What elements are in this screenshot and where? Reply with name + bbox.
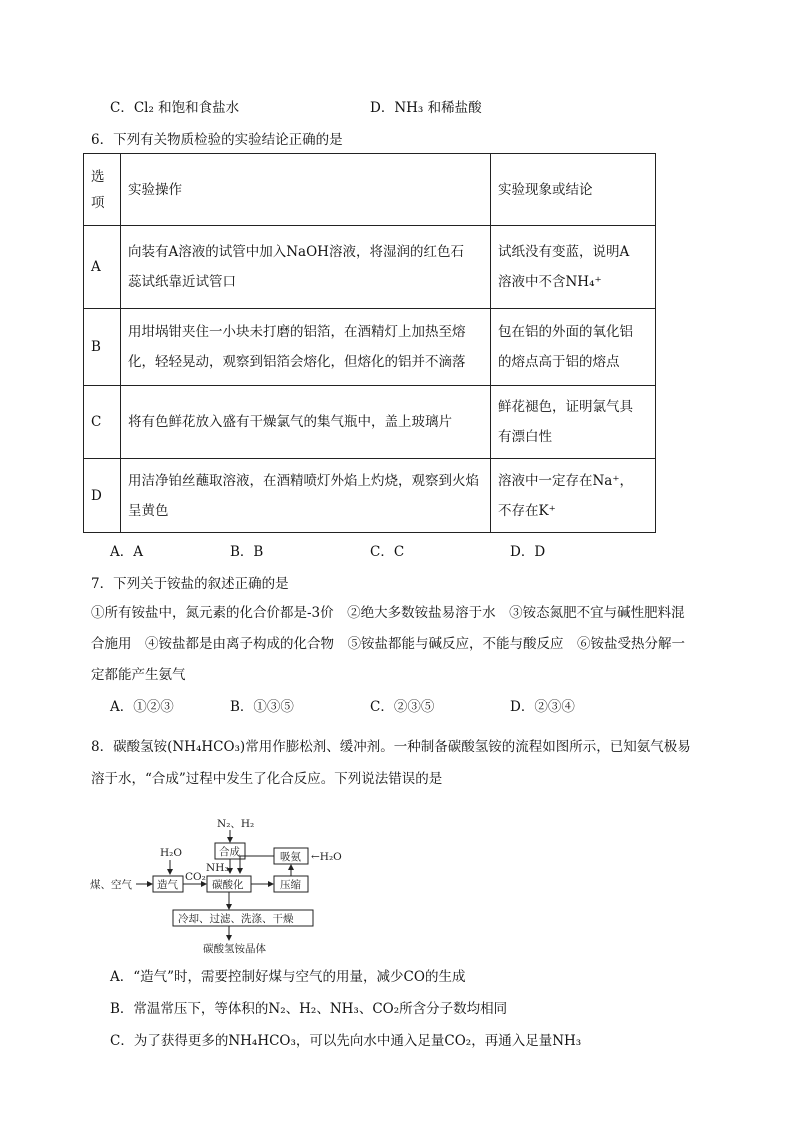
res-line: 溶液中不含NH₄⁺ bbox=[498, 274, 602, 290]
res-line: 有漂白性 bbox=[498, 429, 552, 445]
op-line: 将有色鲜花放入盛有干燥氯气的集气瓶中，盖上玻璃片 bbox=[128, 414, 452, 430]
q6-experiment-table bbox=[83, 153, 656, 533]
table-row bbox=[84, 309, 656, 386]
q7-body-line: ①所有铵盐中，氮元素的化合价都是-3价 ②绝大多数铵盐易溶于水 ③铵态氮肥不宜与碱性肥料混 bbox=[91, 605, 685, 621]
label-co2: CO₂ bbox=[185, 871, 206, 883]
op-line: 蕊试纸靠近试管口 bbox=[128, 274, 236, 290]
row-label: D bbox=[84, 459, 121, 533]
table-row bbox=[84, 386, 656, 459]
header-operation: 实验操作 bbox=[121, 154, 491, 226]
row-operation bbox=[121, 226, 491, 309]
q7-option-a: A．①②③ bbox=[110, 699, 174, 715]
op-line: 用坩埚钳夹住一小块未打磨的铝箔，在酒精灯上加热至熔 bbox=[128, 324, 466, 340]
q7-option-d: D．②③④ bbox=[510, 699, 575, 715]
label-gas-making: 造气 bbox=[157, 879, 178, 891]
res-line: 溶液中一定存在Na⁺， bbox=[498, 472, 633, 489]
header-result: 实验现象或结论 bbox=[491, 154, 656, 226]
op-line: 向装有A溶液的试管中加入NaOH溶液，将湿润的红色石 bbox=[128, 244, 464, 260]
q8-stem-line: 8．碳酸氢铵(NH₄HCO₃)常用作膨松剂、缓冲剂。一种制备碳酸氢铵的流程如图所示，已知氨气极易 bbox=[91, 739, 691, 755]
q7-stem: 7．下列关于铵盐的叙述正确的是 bbox=[91, 576, 289, 592]
label-h2o-top: H₂O bbox=[160, 847, 182, 859]
row-result bbox=[491, 309, 656, 386]
label-carbonation: 碳酸化 bbox=[212, 879, 244, 891]
row-result bbox=[491, 459, 656, 533]
q7-body-line: 合施用 ④铵盐都是由离子构成的化合物 ⑤铵盐都能与碱反应，不能与酸反应 ⑥铵盐受热分解一 bbox=[91, 636, 685, 652]
q6-option-c: C．C bbox=[370, 544, 405, 560]
op-line: 呈黄色 bbox=[128, 502, 169, 519]
label-product: 碳酸氢铵晶体 bbox=[203, 943, 266, 955]
label-compression: 压缩 bbox=[280, 879, 301, 891]
label-ammonia-absorption: 吸氨 bbox=[280, 851, 301, 863]
row-result bbox=[491, 386, 656, 459]
op-line: 用洁净铂丝蘸取溶液，在酒精喷灯外焰上灼烧，观察到火焰 bbox=[128, 472, 479, 489]
row-label: B bbox=[84, 309, 121, 386]
res-line: 不存在K⁺ bbox=[498, 502, 556, 519]
q8-option-c: C．为了获得更多的NH₄HCO₃，可以先向水中通入足量CO₂，再通入足量NH₃ bbox=[110, 1033, 582, 1049]
q5-option-c: C．Cl₂ 和饱和食盐水 bbox=[110, 100, 240, 116]
q7-option-c: C．②③⑤ bbox=[370, 699, 435, 715]
table-row bbox=[84, 459, 656, 533]
label-synthesis: 合成 bbox=[219, 846, 240, 858]
header-option bbox=[84, 154, 121, 226]
row-operation bbox=[121, 309, 491, 386]
res-line: 鲜花褪色，证明氯气具 bbox=[498, 399, 633, 415]
q7-body-line: 定都能产生氨气 bbox=[91, 667, 186, 683]
q8-option-a: A．“造气”时，需要控制好煤与空气的用量，减少CO的生成 bbox=[110, 969, 466, 985]
label-coal-air: 煤、空气 bbox=[90, 879, 132, 891]
label-cool-filter-wash-dry: 冷却、过滤、洗涤、干燥 bbox=[178, 913, 294, 925]
res-line: 包在铝的外面的氧化铝 bbox=[498, 324, 633, 340]
q8-stem-line: 溶于水，“合成”过程中发生了化合反应。下列说法错误的是 bbox=[91, 771, 443, 787]
res-line: 试纸没有变蓝，说明A bbox=[498, 244, 630, 260]
q8-option-b: B．常温常压下，等体积的N₂、H₂、NH₃、CO₂所含分子数均相同 bbox=[110, 1001, 508, 1017]
q6-stem: 6．下列有关物质检验的实验结论正确的是 bbox=[91, 132, 343, 148]
row-label: A bbox=[84, 226, 121, 309]
header-option-text: 选项 bbox=[91, 168, 105, 211]
q6-option-d: D．D bbox=[510, 544, 546, 560]
row-operation bbox=[121, 459, 491, 533]
row-operation bbox=[121, 386, 491, 459]
table-header-row bbox=[84, 154, 656, 226]
row-label: C bbox=[84, 386, 121, 459]
label-nh3: NH₃ bbox=[206, 862, 229, 874]
q6-option-b: B．B bbox=[230, 544, 264, 560]
process-flow-diagram bbox=[90, 818, 360, 958]
q5-option-d: D．NH₃ 和稀盐酸 bbox=[370, 100, 482, 116]
table-row bbox=[84, 226, 656, 309]
row-result bbox=[491, 226, 656, 309]
q6-option-a: A．A bbox=[110, 544, 143, 560]
op-line: 化，轻轻晃动，观察到铝箔会熔化，但熔化的铝并不滴落 bbox=[128, 354, 466, 370]
q7-option-b: B．①③⑤ bbox=[230, 699, 294, 715]
label-n2-h2: N₂、H₂ bbox=[217, 818, 255, 830]
res-line: 的熔点高于铝的熔点 bbox=[498, 354, 620, 370]
label-h2o-right: ←H₂O bbox=[311, 851, 342, 863]
